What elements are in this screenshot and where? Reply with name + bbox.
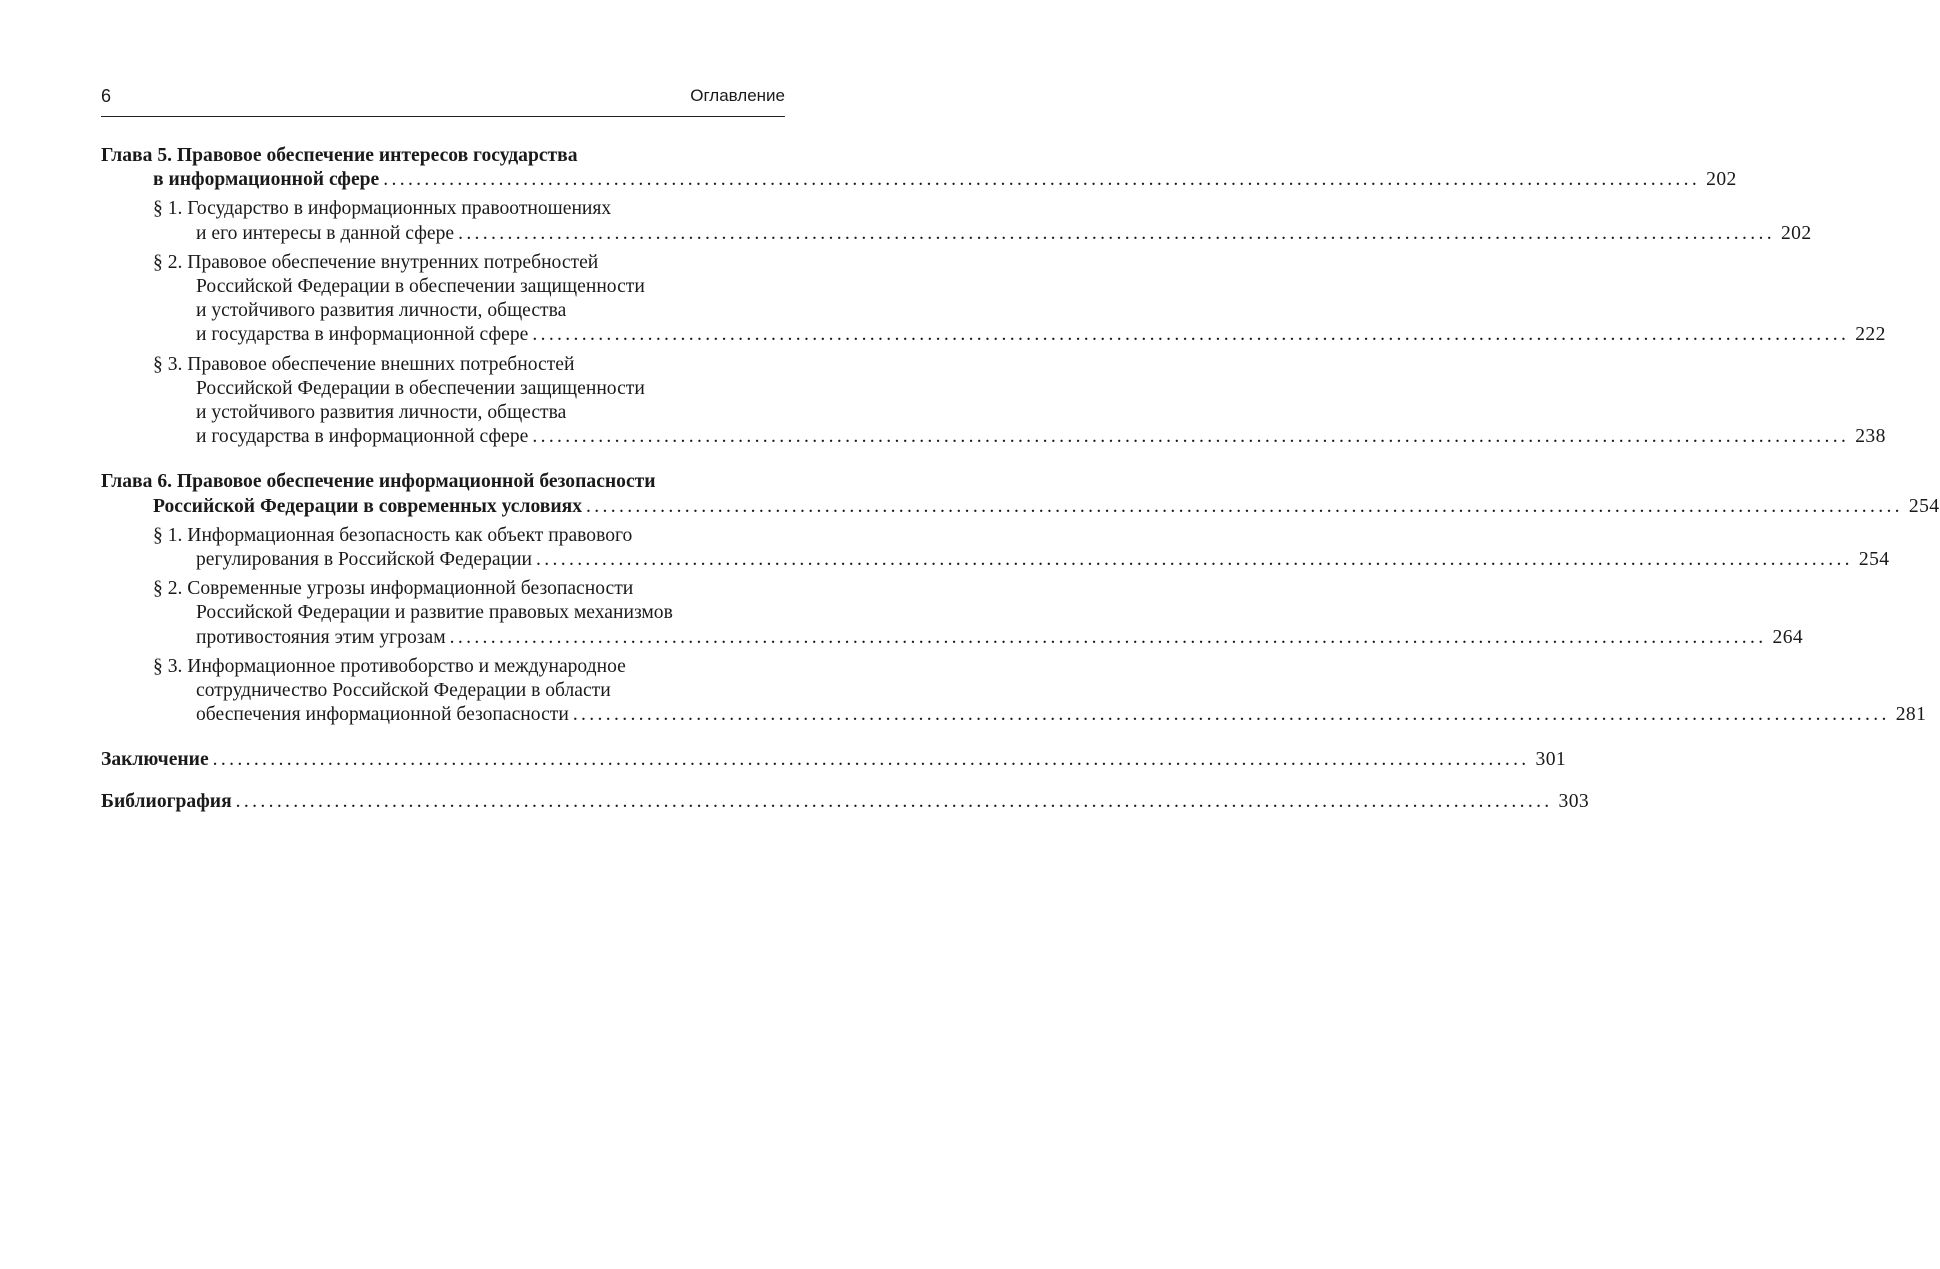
toc-chapter-5 <box>101 144 1737 192</box>
toc-line: противостояния этим угрозам <box>196 626 446 648</box>
toc-section-5-1 <box>153 197 1812 245</box>
dot-leader: ................................................................................................................................................................ <box>235 790 1553 812</box>
page-number: 6 <box>101 86 112 106</box>
dot-leader: ................................................................................................................................................................ <box>586 495 1903 517</box>
toc-bibliography <box>101 790 1590 814</box>
toc-line: § 1. Государство в информационных правоотношениях <box>153 198 612 220</box>
toc-section-6-2 <box>153 577 1804 650</box>
toc-line: регулирования в Российской Федерации <box>196 549 533 571</box>
dot-leader: ................................................................................................................................................................ <box>572 704 1890 726</box>
toc-line: Заключение <box>101 749 209 771</box>
page-ref: 254 <box>1858 549 1890 571</box>
running-header <box>101 84 785 117</box>
toc-chapter-6 <box>101 470 1940 518</box>
toc-line: § 2. Современные угрозы информационной безопасности <box>153 578 634 600</box>
toc-line: Российской Федерации в обеспечении защищенности <box>196 276 645 298</box>
dot-leader: ................................................................................................................................................................ <box>449 626 1767 648</box>
toc-line: § 1. Информационная безопасность как объект правового <box>153 524 633 546</box>
toc-line: § 3. Правовое обеспечение внешних потребностей <box>153 353 575 375</box>
toc-line: и устойчивого развития личности, общества <box>196 402 567 424</box>
toc-line: в информационной сфере <box>153 169 380 191</box>
page-ref: 238 <box>1855 426 1886 448</box>
page-ref: 202 <box>1780 222 1812 244</box>
dot-leader: ................................................................................................................................................................ <box>458 222 1775 244</box>
toc-section-5-2 <box>153 251 1886 348</box>
table-of-contents <box>101 144 1940 819</box>
toc-line: и государства в информационной сфере <box>196 426 529 448</box>
toc-line: и его интересы в данной сфере <box>196 222 455 244</box>
toc-line: обеспечения информационной безопасности <box>196 704 569 726</box>
toc-line: Российской Федерации и развитие правовых механизмов <box>196 602 673 624</box>
toc-line: Российской Федерации в обеспечении защищенности <box>196 377 645 399</box>
toc-line: и государства в информационной сфере <box>196 324 529 346</box>
dot-leader: ................................................................................................................................................................ <box>532 426 1850 448</box>
toc-line: Глава 6. Правовое обеспечение информационной безопасности <box>101 471 656 493</box>
toc-section-6-3 <box>153 655 1927 728</box>
toc-section-5-3 <box>153 353 1886 450</box>
page-ref: 254 <box>1908 495 1940 517</box>
page-ref: 264 <box>1772 626 1804 648</box>
toc-line: и устойчивого развития личности, общества <box>196 300 567 322</box>
dot-leader: ................................................................................................................................................................ <box>536 549 1853 571</box>
page-ref: 301 <box>1535 749 1567 771</box>
toc-line: Библиография <box>101 790 232 812</box>
toc-line: сотрудничество Российской Федерации в области <box>196 680 611 702</box>
toc-line: § 2. Правовое обеспечение внутренних потребностей <box>153 251 599 273</box>
dot-leader: ................................................................................................................................................................ <box>532 324 1850 346</box>
toc-conclusion <box>101 748 1567 772</box>
running-title: Оглавление <box>690 86 785 105</box>
page-ref: 303 <box>1558 790 1590 812</box>
toc-line: § 3. Информационное противоборство и международное <box>153 655 626 677</box>
toc-line: Глава 5. Правовое обеспечение интересов государства <box>101 145 578 166</box>
dot-leader: ................................................................................................................................................................ <box>212 749 1530 771</box>
toc-line: Российской Федерации в современных условиях <box>153 495 583 517</box>
toc-section-6-1 <box>153 524 1890 572</box>
page-ref: 202 <box>1706 169 1737 191</box>
page-ref: 281 <box>1895 704 1927 726</box>
dot-leader: ................................................................................................................................................................ <box>383 169 1701 191</box>
page-ref: 222 <box>1855 324 1886 346</box>
